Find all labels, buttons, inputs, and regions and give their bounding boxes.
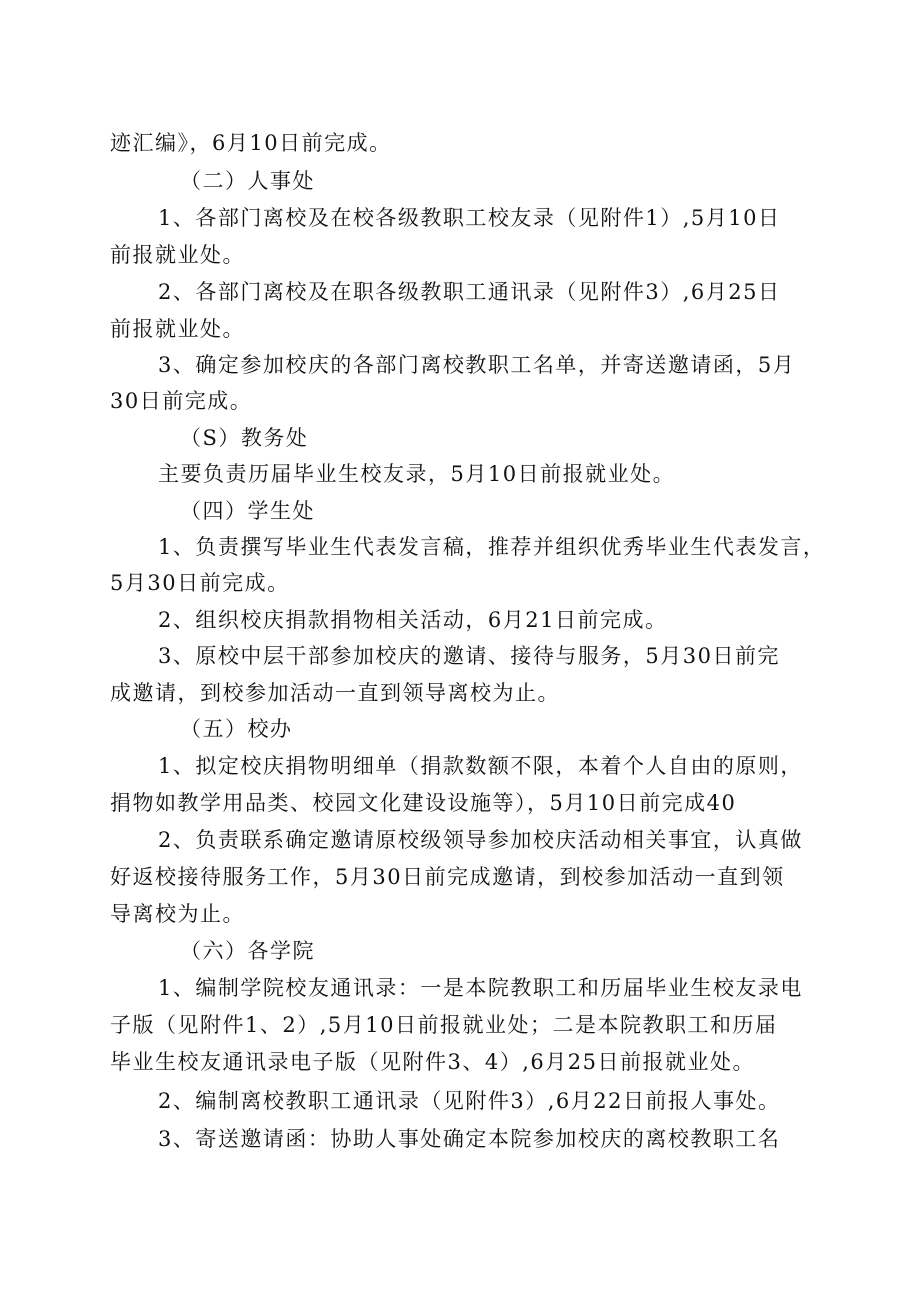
text-line-24: 1、编制学院校友通讯录：一是本院教职工和历届毕业生校友录电 xyxy=(158,976,803,1000)
section-heading-personnel: （二）人事处 xyxy=(180,169,315,193)
text-line-13: 5月30日前完成。 xyxy=(110,571,290,595)
text-line-19: 捐物如教学用品类、校园文化建设设施等），5月10日前完成40 xyxy=(110,791,737,815)
text-line-18: 1、拟定校庆捐物明细单（捐款数额不限，本着个人自由的原则， xyxy=(158,754,803,778)
section-heading-academic: （S）教务处 xyxy=(180,426,309,450)
section-heading-office: （五）校办 xyxy=(180,717,293,741)
text-line-15: 3、原校中层干部参加校庆的邀请、接待与服务，5月30日前完 xyxy=(158,644,780,668)
text-line-5: 2、各部门离校及在职各级教职工通讯录（见附件3）,6月25日 xyxy=(158,280,781,304)
text-line-6: 前报就业处。 xyxy=(110,317,245,341)
text-line-12: 1、负责撰写毕业生代表发言稿，推荐并组织优秀毕业生代表发言， xyxy=(158,535,826,559)
section-heading-student: （四）学生处 xyxy=(180,499,315,523)
text-line-20: 2、负责联系确定邀请原校级领导参加校庆活动相关事宜，认真做 xyxy=(158,828,803,852)
text-line-27: 2、编制离校教职工通讯录（见附件3）,6月22日前报人事处。 xyxy=(158,1089,781,1113)
text-line-28: 3、寄送邀请函：协助人事处确定本院参加校庆的离校教职工名 xyxy=(158,1127,781,1151)
section-heading-colleges: （六）各学院 xyxy=(180,939,315,963)
text-line-4: 前报就业处。 xyxy=(110,243,245,267)
text-line-3: 1、各部门离校及在校各级教职工校友录（见附件1）,5月10日 xyxy=(158,206,781,230)
text-line-25: 子版（见附件1、2）,5月10日前报就业处；二是本院教职工和历届 xyxy=(110,1013,778,1037)
text-line-7: 3、确定参加校庆的各部门离校教职工名单，并寄送邀请函，5月 xyxy=(158,353,796,377)
text-line-14: 2、组织校庆捐款捐物相关活动，6月21日前完成。 xyxy=(158,608,668,632)
text-line-16: 成邀请，到校参加活动一直到领导离校为止。 xyxy=(110,681,560,705)
text-line-21: 好返校接待服务工作，5月30日前完成邀请，到校参加活动一直到领 xyxy=(110,865,785,889)
text-line-22: 导离校为止。 xyxy=(110,902,245,926)
text-line-8: 30日前完成。 xyxy=(110,389,253,413)
text-line-26: 毕业生校友通讯录电子版（见附件3、4）,6月25日前报就业处。 xyxy=(110,1050,755,1074)
text-line-10: 主要负责历届毕业生校友录，5月10日前报就业处。 xyxy=(158,462,676,486)
text-line-1: 迹汇编》，6月10日前完成。 xyxy=(110,131,392,155)
